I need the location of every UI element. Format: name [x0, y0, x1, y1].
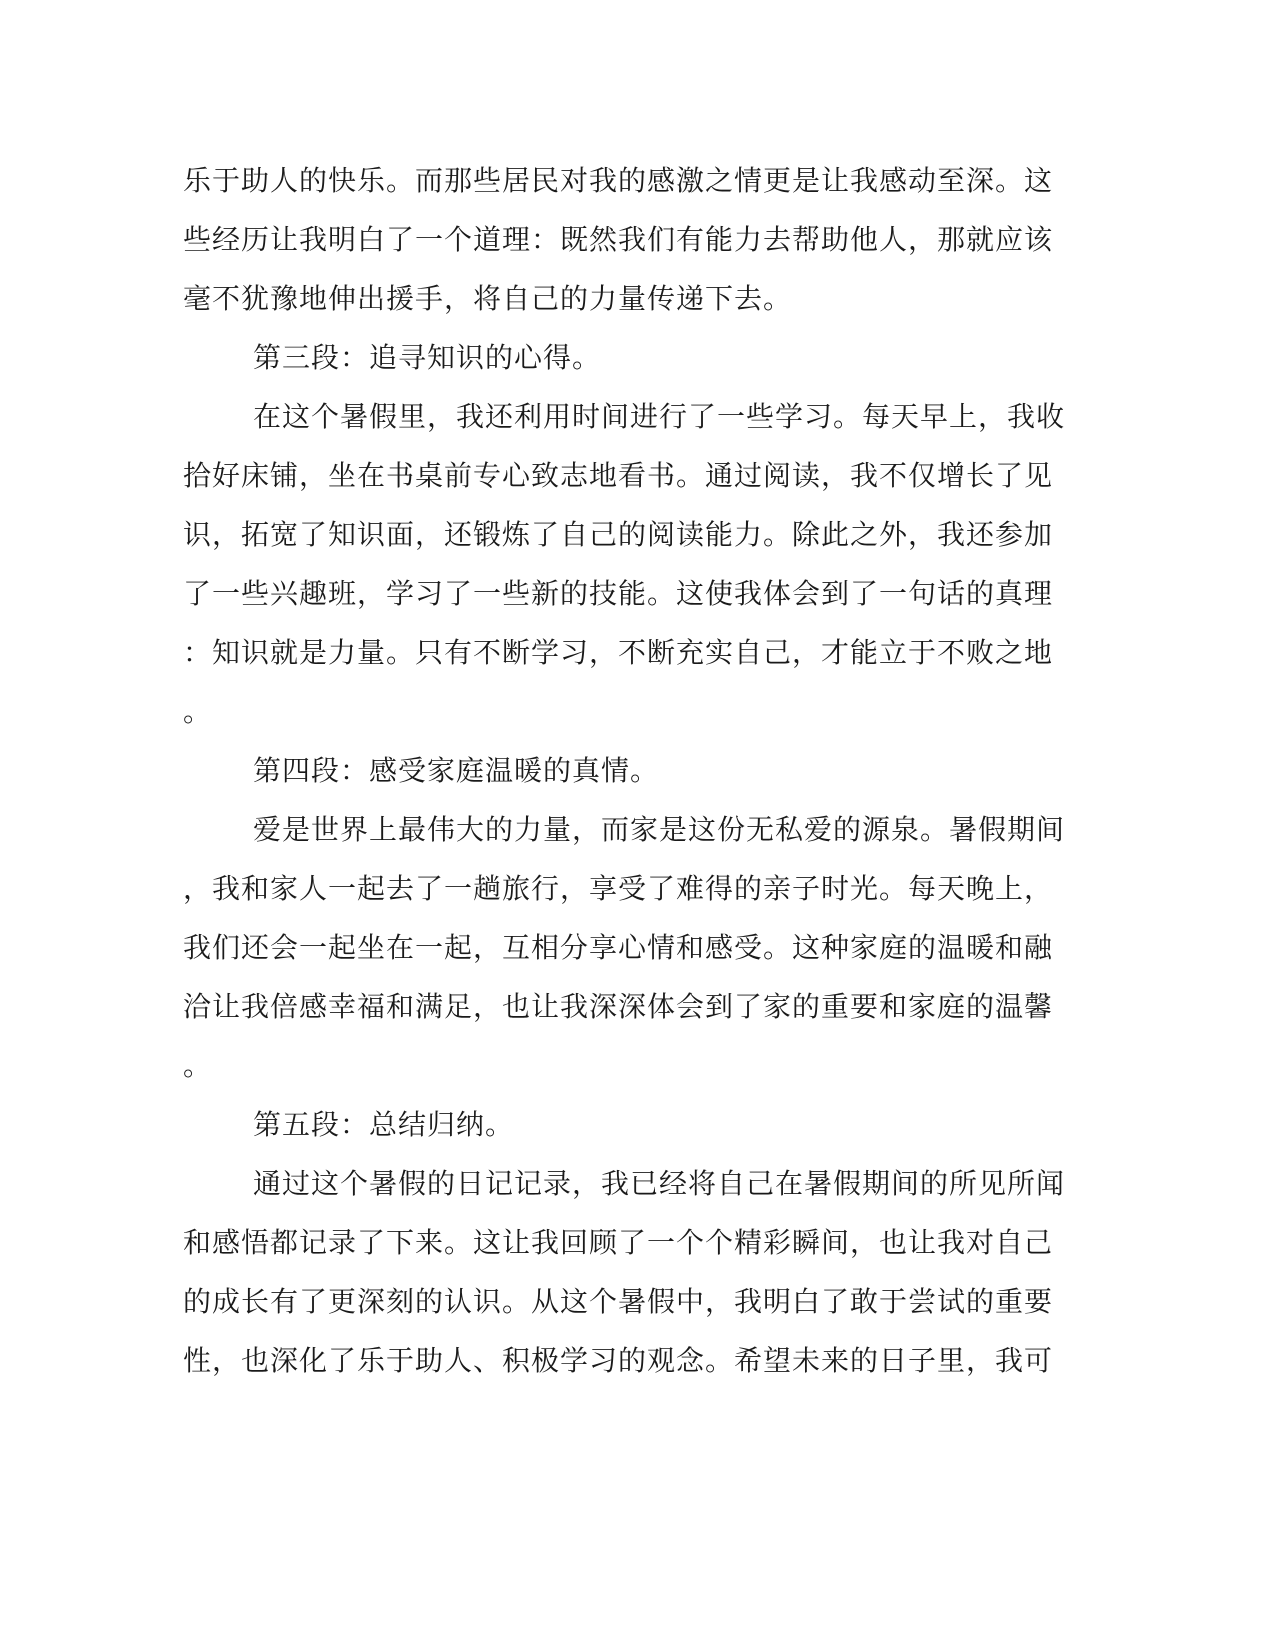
text-line: 了一些兴趣班，学习了一些新的技能。这使我体会到了一句话的真理	[183, 577, 1054, 610]
section-heading-4: 第四段：感受家庭温暖的真情。	[253, 754, 660, 787]
text-line: 。	[183, 1049, 213, 1082]
text-line: 。	[183, 695, 213, 728]
text-line: 些经历让我明白了一个道理：既然我们有能力去帮助他人，那就应该	[183, 223, 1054, 256]
text-line: 在这个暑假里，我还利用时间进行了一些学习。每天早上，我收	[253, 400, 1066, 433]
text-line: 毫不犹豫地伸出援手，将自己的力量传递下去。	[183, 282, 793, 315]
text-line: 的成长有了更深刻的认识。从这个暑假中，我明白了敢于尝试的重要	[183, 1285, 1054, 1318]
text-line: 性，也深化了乐于助人、积极学习的观念。希望未来的日子里，我可	[183, 1344, 1054, 1377]
section-heading-3: 第三段：追寻知识的心得。	[253, 341, 602, 374]
text-line: ：知识就是力量。只有不断学习，不断充实自己，才能立于不败之地	[183, 636, 1054, 669]
text-line: 拾好床铺，坐在书桌前专心致志地看书。通过阅读，我不仅增长了见	[183, 459, 1054, 492]
text-line: 和感悟都记录了下来。这让我回顾了一个个精彩瞬间，也让我对自己	[183, 1226, 1054, 1259]
section-heading-5: 第五段：总结归纳。	[253, 1108, 515, 1141]
text-line: 洽让我倍感幸福和满足，也让我深深体会到了家的重要和家庭的温馨	[183, 990, 1054, 1023]
text-line: 乐于助人的快乐。而那些居民对我的感激之情更是让我感动至深。这	[183, 164, 1054, 197]
text-line: 爱是世界上最伟大的力量，而家是这份无私爱的源泉。暑假期间	[253, 813, 1066, 846]
text-line: 通过这个暑假的日记记录，我已经将自己在暑假期间的所见所闻	[253, 1167, 1066, 1200]
text-line: 我们还会一起坐在一起，互相分享心情和感受。这种家庭的温暖和融	[183, 931, 1054, 964]
text-line: ，我和家人一起去了一趟旅行，享受了难得的亲子时光。每天晚上，	[183, 872, 1054, 905]
text-line: 识，拓宽了知识面，还锻炼了自己的阅读能力。除此之外，我还参加	[183, 518, 1054, 551]
